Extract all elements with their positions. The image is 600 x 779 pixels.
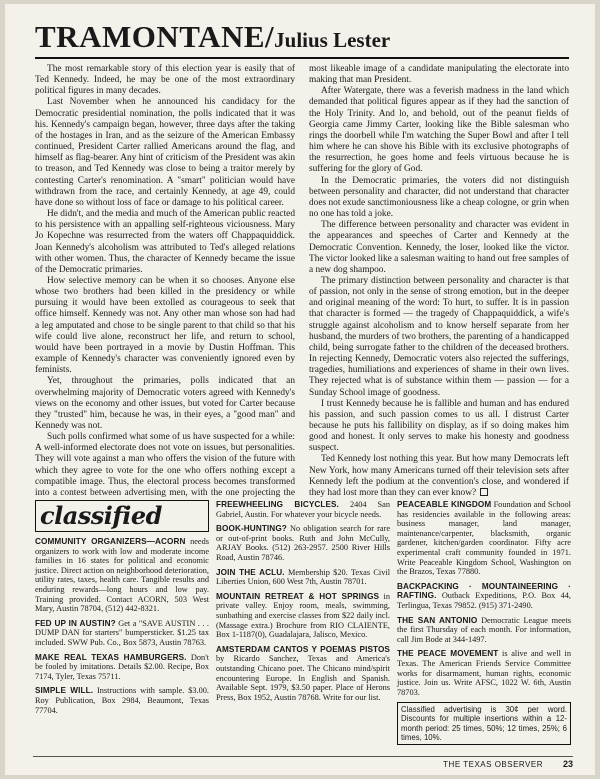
classified-ad-heading: THE PEACE MOVEMENT <box>397 649 499 659</box>
page-footer <box>33 756 573 771</box>
article-paragraph: How selective memory can be when it so chooses. Anyone else whose two brothers had been killed in the presidency or while pursuing it would have been extolled as courageous to seek that office himself. Kennedy was not. Any other man whose son had had a leg amputated and chose to be single parent to that child so that his wife could live alone, reconstruct her life, and return to school, would have been portrayed in a movie by Dustin Hoffman. This example of Kennedy's character was conveniently ignored even by feminists. <box>35 275 295 376</box>
page <box>5 4 595 775</box>
classified-ad-heading: COMMUNITY ORGANIZERS—ACORN <box>35 537 186 546</box>
classified-ad-heading: BACKPACKING · MOUNTAINEERING · RAFTING. <box>397 581 571 601</box>
article-paragraph: Last November when he announced his candidacy for the Democratic presidential nomination, the polls indicated that it was his. Kennedy's campaign began, however, three days after the taking of the hostages in Iran, and as the seizure of the American Embassy continued, President Carter rallied Americans around the flag, and himself as flag-bearer. Any hint of criticism of the President was akin to treason, and Ted Kennedy was close to being a traitor merely by contesting Carter's renomination. A "smart" politician would have withdrawn from the race, and certainly Kennedy, at age 49, could have done so without loss of face or damage to his political career. <box>35 97 295 208</box>
classified-column-1 <box>35 500 209 745</box>
classified-ad <box>397 582 571 611</box>
classified-ad-heading: BOOK-HUNTING? <box>216 524 287 534</box>
classified-ad <box>35 653 209 682</box>
classified-ad-body: in private valley. Enjoy room, meals, swimming, sunbathing and exercise classes from $22 daily incl. (Massage extra.) Brochure from RIO CLAIENTE, Box 1-1187(0), Guadalajara, Jalisco, Mexico. <box>216 591 390 640</box>
classified-ad-body: No obligation search for rare or out-of-print books. Ruth and John McCully, ARJAY Books. (512) 263-2957. 2500 River Hills Road, Austin 78746. <box>216 524 391 562</box>
classified-ad-heading: JOIN THE ACLU. <box>216 567 285 577</box>
classified-ad-body: Foundation and School has residencies available in the following areas: business manager, land manager, maintenance/carpenter, blacksmith, organic gardener, kitchen/garden coordinator. Fifty acre experimental craft community founded in 1971. Write Peaceable Kingdom School, Washington on the Brazos, Texas 77880. <box>397 500 571 577</box>
classified-ad-heading: MAKE REAL TEXAS HAMBURGERS. <box>35 652 187 662</box>
column-title: TRAMONTANE/ <box>35 19 275 54</box>
classified-ad-body: 2404 San Gabriel, Austin. For whatever your bicycle needs. <box>216 500 390 519</box>
classified-ad-body: Instructions with sample. $3.00. Roy Publication, Box 2984, Beaumont, Texas 77704. <box>35 686 209 715</box>
article-paragraph: Such polls confirmed what some of us have suspected for a while: A well-informed electorate does not vote on issues, but personalities. They will vote against a man who offers the vision of the future with which they agree to vote for the one who offers nothing except a compatible image. Thus, the electoral process becomes transformed into a contest between advertising men, with the one projecting the most likeable image of a candidate manipulating the electorate into making that man President. <box>35 64 569 498</box>
classified-ad-heading: THE SAN ANTONIO <box>397 615 478 625</box>
classified-column-2 <box>216 500 390 745</box>
article-paragraph: I trust Kennedy because he is fallible and human and has endured his passion, and such passion comes to us all. I distrust Carter because he puts his fallibility on display, as if so doing makes him good and honest. It only serves to make his honesty and goodness suspect. <box>309 398 569 454</box>
classified-ad <box>397 616 571 645</box>
classified-ad-heading: PEACEABLE KINGDOM <box>397 500 492 509</box>
classified-ad-body: needs organizers to work with low and moderate income families in 16 states for political and economic justice. Direct action on neighborhood deterioration, utility rates, taxes, health care. Tangible results and enduring rewards—long hours and low pay. Training provided. Contact ACORN, 503 West Mary, Austin 78704, (512) 442-8321. <box>35 537 209 614</box>
classified-ad-body: Outback Expeditions, P.O. Box 44, Terlingua, Texas 79852. (915) 371-2490. <box>397 591 572 610</box>
classified-ad-body: is alive and well in Texas. The American Friends Service Committee works for disarmament, human rights, economic justice. Join us. Write AFSC, 1022 W. 6th, Austin 78703. <box>397 649 571 697</box>
classified-ad <box>216 524 390 562</box>
article-paragraph: After Watergate, there was a feverish madness in the land which demanded that political figures appear as if they had the sanction of the Holy Trinity. And lo, and behold, out of the peanut fields of Georgia came Jimmy Carter, looking like the Bible salesman who rings the doorbell while I'm watching the Super Bowl and after I tell him where he can shove his Bible with its exclusive photographs of the resurrection, he goes home and feels virtuous because he is suffering for the glory of God. <box>309 86 569 175</box>
article-paragraph: He didn't, and the media and much of the American public reacted to his persistence with an appalling self-righteous viciousness. Mary Jo Kopechne was resurrected from the waters off Chappaquiddick. Joan Kennedy's alcoholism was attributed to Ted's alleged relations with other women. Thus, the character of Kennedy became the issue of the Democratic primaries. <box>35 209 295 275</box>
article-paragraph: Yet, throughout the primaries, polls indicated that an overwhelming majority of Democratic voters agreed with Kennedy's views on the economy and other issues, but voted for Carter because they "trusted" him, because he was, in their eyes, a "good man" and Kennedy was not. <box>35 376 295 431</box>
article-paragraph: In the Democratic primaries, the voters did not distinguish between personality and character, did not understand that character does not exude sanctimoniousness like a cheap cologne, or grin when no one has told a joke. <box>309 175 569 220</box>
classified-ad-body: Democratic League meets the first Thursday of each month. For information, call Jim Bode at 344-1497. <box>397 615 571 644</box>
classified-column-3 <box>397 500 571 745</box>
classified-ad-heading: FREEWHEELING BICYCLES. <box>216 500 339 509</box>
classified-logo-text: classified <box>40 501 162 531</box>
classified-ad <box>35 537 209 614</box>
page-number: 23 <box>562 759 573 769</box>
classified-ad <box>397 649 571 697</box>
article-body <box>35 64 569 511</box>
classified-ad-heading: SIMPLE WILL. <box>35 686 94 696</box>
classified-ad-body: Membership $20. Texas Civil Liberties Union, 600 West 7th, Austin 78701. <box>216 567 390 587</box>
article-paragraph: The most remarkable story of this election year is easily that of Ted Kennedy. Indeed, he may be one of the most extraordinary political figures in many decades. <box>35 64 295 97</box>
classified-logo <box>35 500 209 532</box>
classified-ad <box>216 568 390 587</box>
classified-ad-heading: AMSTERDAM CANTOS Y POEMAS PISTOS <box>216 644 390 654</box>
classified-ad-body: by Ricardo Sanchez, Texas and America's outstanding Chicano poet. The Chicano mind/spirit encountering Europe. In English and Spanish. Available Sept. 1979, $3.50 paper. Place of Herons Press, Box 1952, Austin 78768. Write for our list. <box>216 654 390 702</box>
classified-ad <box>35 686 209 715</box>
classified-ad <box>397 500 571 577</box>
classified-ad-heading: FED UP IN AUSTIN? <box>35 618 116 628</box>
article-paragraph: The primary distinction between personality and character is that of passion, not only in the sense of strong emotion, but in the deeper and original meaning of the word: To hurt, to suffer. It is in passion that character is formed — the tragedy of Chappaquiddick, a wife's struggle against alcoholism and to know herself separate from her husband, the murders of two brothers, the parenting of a handicapped child, being surrogate father to the children of the deceased brothers. In rejecting Kennedy, Democratic voters also rejected the sufferings, tragedies, humiliations and experiences of shame in their own lives. They rejected what is of substance within them — passion — for a Sunday School image of goodness. <box>309 275 569 398</box>
end-of-article-mark <box>480 488 488 496</box>
article-paragraph: Ted Kennedy lost nothing this year. But how many Democrats left New York, how many Americans turned off their television sets after Kennedy left the podium at the convention's close, and wondered if they had lost more than they can ever know? <box>309 454 569 498</box>
column-header <box>35 19 569 59</box>
classified-section <box>35 500 571 745</box>
classified-ad <box>35 619 209 648</box>
column-author: Julius Lester <box>274 28 391 52</box>
classified-ad-body: Don't be fooled by imitations. Details $2.00. Recipe, Box 7174, Tyler, Texas 75711. <box>35 652 209 681</box>
classified-ad-body: Get a "SAVE AUSTIN . . . DUMP DAN for starters" bumpersticker. $1.25 tax included. SWW Pub. Co., Box 5873, Austin 78763. <box>35 618 209 647</box>
article-paragraph: The difference between personality and character was evident in the appearances and speeches of Carter and Kennedy at the Democratic Convention. Kennedy, the loser, looked like the victor. The victor looked like a salesman waiting to hand out free samples of a new dog shampoo. <box>309 220 569 275</box>
publication-name: THE TEXAS OBSERVER <box>443 760 543 769</box>
classified-rates: Classified advertising is 30¢ per word. Discounts for multiple insertions within a 12-month period: 25 times, 50%; 12 times, 25%; 6 times, 10%. <box>397 702 571 745</box>
classified-ad <box>216 645 390 703</box>
classified-ad <box>216 592 390 640</box>
classified-ad-heading: MOUNTAIN RETREAT & HOT SPRINGS <box>216 591 380 601</box>
classified-ad <box>216 500 390 519</box>
